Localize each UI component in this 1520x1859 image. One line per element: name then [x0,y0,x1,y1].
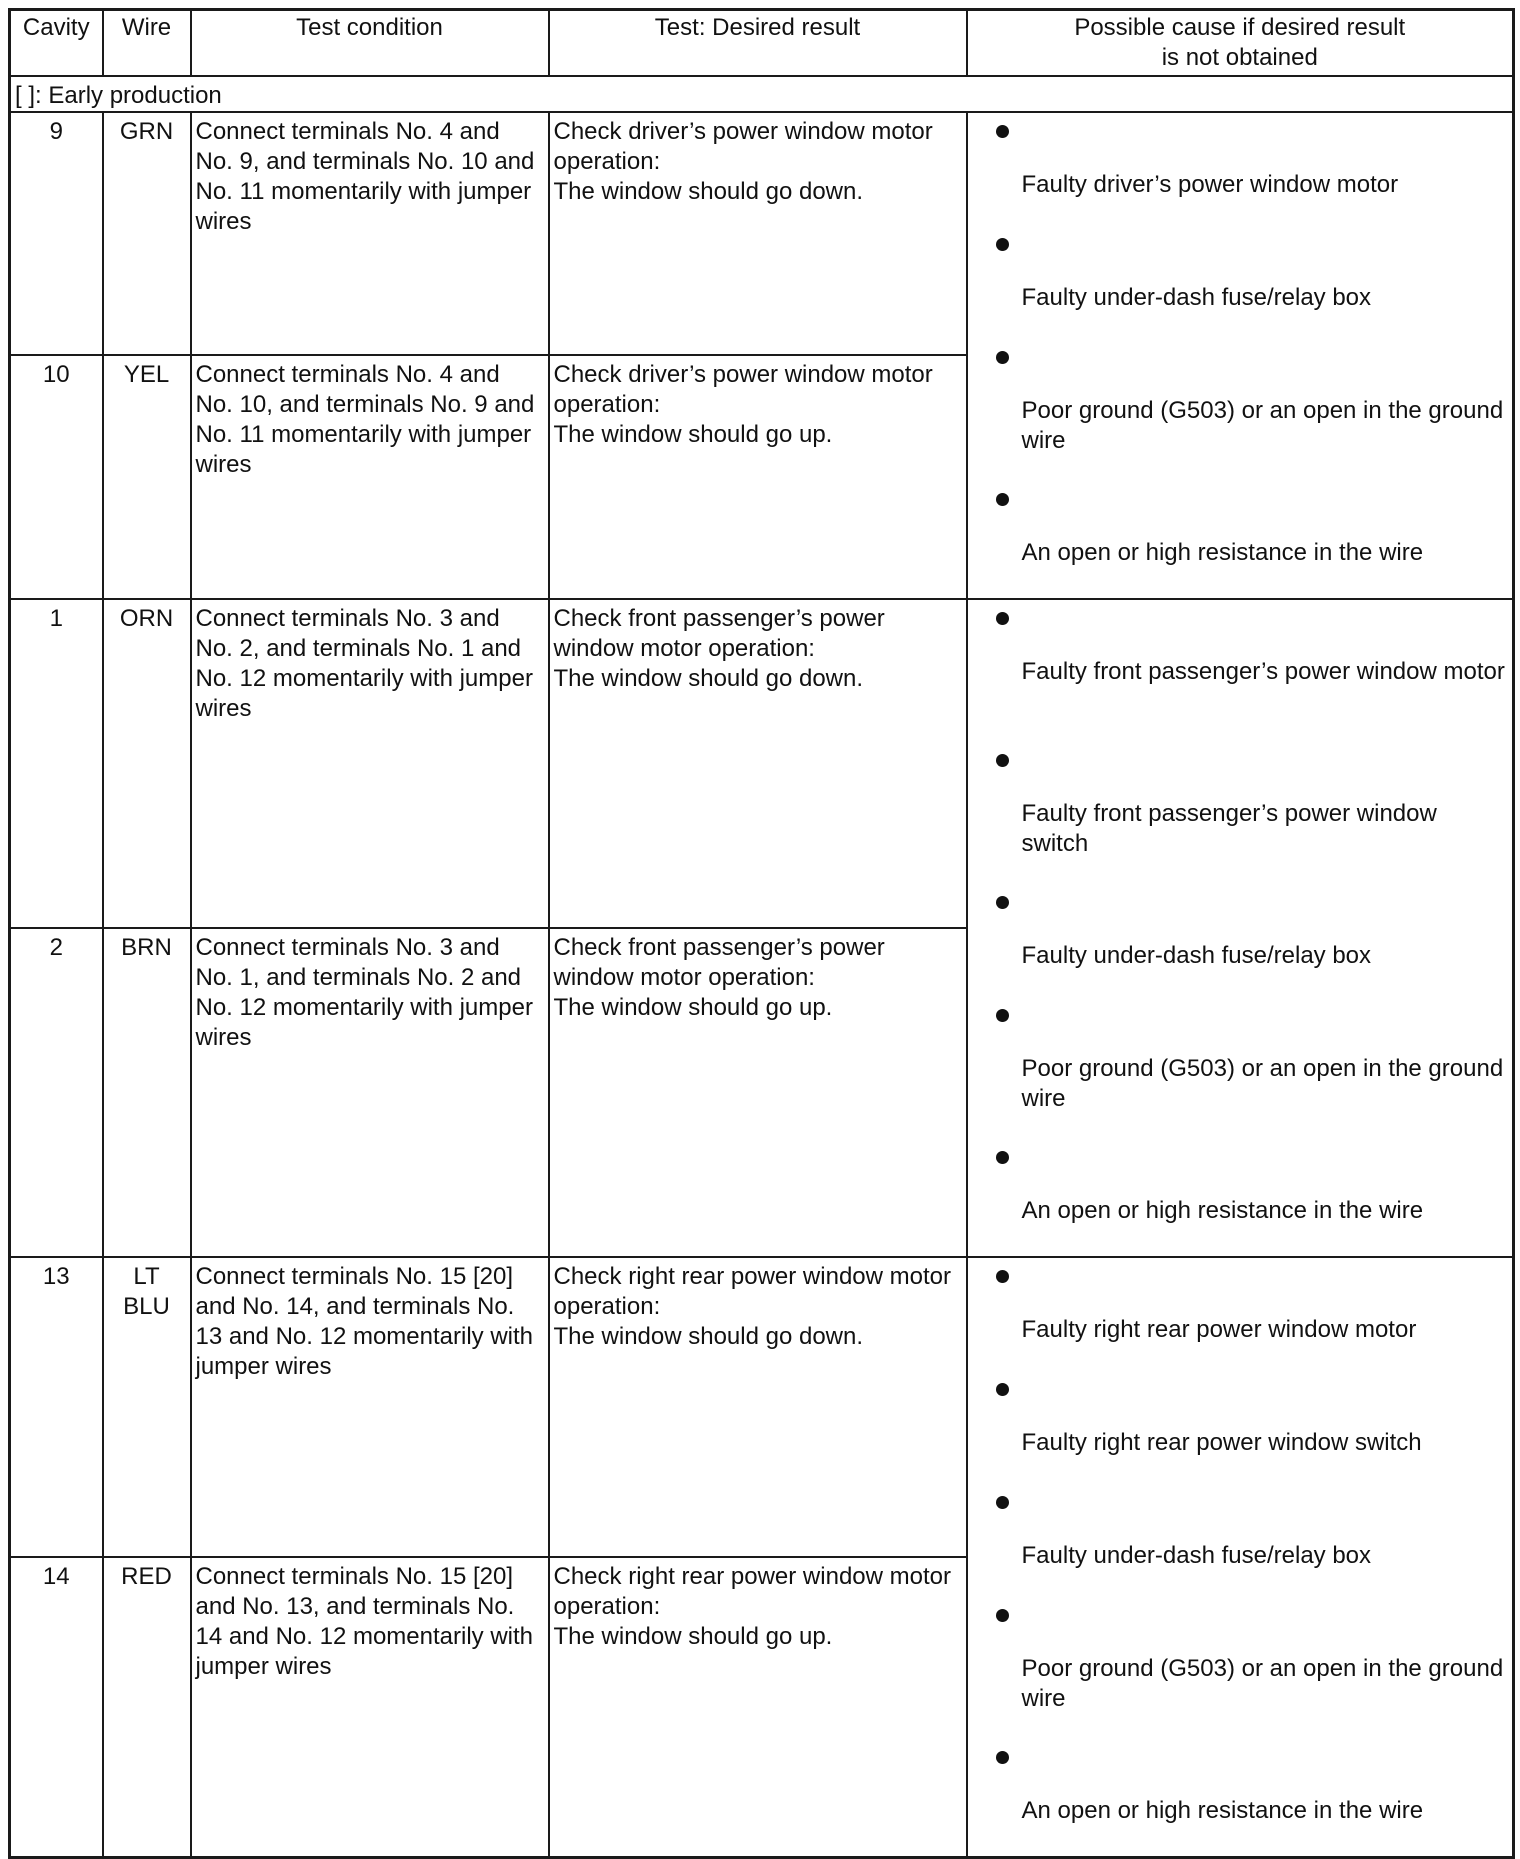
header-possible-cause [967,10,1514,76]
desired-result-cell [549,599,967,928]
cavity-cell: 1 [10,599,103,928]
cause-item [972,1383,1509,1488]
cause-item [972,1751,1509,1856]
cause-item [972,493,1509,598]
wire-cell: BRN [103,928,191,1257]
desired-result-check: Check driver’s power window motor operation: [553,361,933,418]
cavity-cell: 2 [10,928,103,1257]
wire-cell: ORN [103,599,191,928]
wire-cell: GRN [103,112,191,356]
test-condition-cell: Connect terminals No. 15 [20] and No. 14, and terminals No. 13 and No. 12 momentarily with jumper wires [191,1257,549,1557]
desired-result-check: Check front passenger’s power window motor operation: [553,933,885,991]
cavity-cell: 13 [10,1257,103,1557]
table-row [10,1257,1514,1557]
bullet-icon [996,1383,1009,1396]
header-row [10,10,1514,76]
header-cavity: Cavity [10,10,103,76]
possible-cause-cell [967,1257,1514,1858]
cause-item [972,896,1509,1001]
table-row [10,112,1514,356]
cause-text: An open or high resistance in the wire [1021,538,1424,566]
wire-cell: RED [103,1557,191,1857]
cause-item [972,1496,1509,1601]
desired-result-expectation: The window should go up. [553,421,833,448]
cause-text: Faulty under-dash fuse/relay box [1021,1541,1372,1569]
header-test-condition: Test condition [191,10,549,76]
early-production-note: [ ]: Early production [10,76,1514,112]
desired-result-check: Check right rear power window motor operation: [553,1262,951,1320]
bullet-icon [996,1751,1009,1764]
test-condition-cell: Connect terminals No. 4 and No. 10, and terminals No. 9 and No. 11 momentarily with jumper wires [191,355,549,599]
cause-text: Poor ground (G503) or an open in the ground wire [1021,1054,1504,1112]
test-condition-cell: Connect terminals No. 3 and No. 2, and terminals No. 1 and No. 12 momentarily with jumper wires [191,599,549,928]
test-condition-cell: Connect terminals No. 3 and No. 1, and terminals No. 2 and No. 12 momentarily with jumper wires [191,928,549,1257]
bullet-icon [996,238,1009,251]
header-desired-result: Test: Desired result [549,10,967,76]
cause-text: Faulty front passenger’s power window switch [1021,799,1437,857]
bullet-icon [996,896,1009,909]
desired-result-expectation: The window should go down. [553,177,864,205]
desired-result-expectation: The window should go down. [553,1322,864,1350]
bullet-icon [996,1496,1009,1509]
desired-result-cell [549,1257,967,1557]
bullet-icon [996,1151,1009,1164]
cause-list [972,612,1509,1256]
desired-result-check: Check front passenger’s power window motor operation: [553,604,885,662]
desired-result-cell [549,355,967,599]
cause-text: Faulty front passenger’s power window motor [1021,657,1505,685]
bullet-icon [996,612,1009,625]
cause-text: An open or high resistance in the wire [1021,1196,1424,1224]
possible-cause-cell [967,599,1514,1257]
cause-text: Faulty under-dash fuse/relay box [1021,941,1372,969]
cause-list [972,125,1509,598]
desired-result-cell [549,1557,967,1857]
cause-item [972,754,1509,888]
bullet-icon [996,1609,1009,1622]
desired-result-cell [549,112,967,356]
wire-cell: LT BLU [103,1257,191,1557]
cause-item [972,612,1509,746]
table-row [10,599,1514,928]
cause-text: Faulty driver’s power window motor [1021,170,1399,198]
cause-item [972,1609,1509,1743]
cause-list [972,1270,1509,1856]
cavity-cell: 10 [10,355,103,599]
desired-result-expectation: The window should go up. [553,993,833,1021]
cause-item [972,1009,1509,1143]
cause-item [972,238,1509,343]
cause-text: Poor ground (G503) or an open in the ground wire [1021,1654,1504,1712]
header-wire: Wire [103,10,191,76]
wire-test-table [8,8,1515,1859]
cause-item [972,1270,1509,1375]
cavity-cell: 9 [10,112,103,356]
cause-item [972,351,1509,485]
desired-result-expectation: The window should go up. [553,1622,833,1650]
note-row [10,76,1514,112]
test-condition-cell: Connect terminals No. 15 [20] and No. 13, and terminals No. 14 and No. 12 momentarily with jumper wires [191,1557,549,1857]
cause-text: An open or high resistance in the wire [1021,1796,1424,1824]
desired-result-check: Check driver’s power window motor operation: [553,117,933,175]
bullet-icon [996,754,1009,767]
bullet-icon [996,493,1009,506]
header-possible-cause-line2: is not obtained [1161,44,1318,71]
bullet-icon [996,1270,1009,1283]
cause-text: Poor ground (G503) or an open in the ground wire [1021,396,1504,454]
cause-item [972,1151,1509,1256]
cause-text: Faulty right rear power window switch [1021,1428,1422,1456]
bullet-icon [996,351,1009,364]
header-possible-cause-line1: Possible cause if desired result [1074,14,1406,41]
desired-result-check: Check right rear power window motor operation: [553,1562,951,1620]
possible-cause-cell [967,112,1514,599]
desired-result-expectation: The window should go down. [553,664,864,692]
cavity-cell: 14 [10,1557,103,1857]
wire-cell: YEL [103,355,191,599]
cause-text: Faulty right rear power window motor [1021,1315,1417,1343]
desired-result-cell [549,928,967,1257]
bullet-icon [996,125,1009,138]
cause-item [972,125,1509,230]
test-condition-cell: Connect terminals No. 4 and No. 9, and terminals No. 10 and No. 11 momentarily with jumper wires [191,112,549,356]
bullet-icon [996,1009,1009,1022]
cause-text: Faulty under-dash fuse/relay box [1021,283,1372,311]
